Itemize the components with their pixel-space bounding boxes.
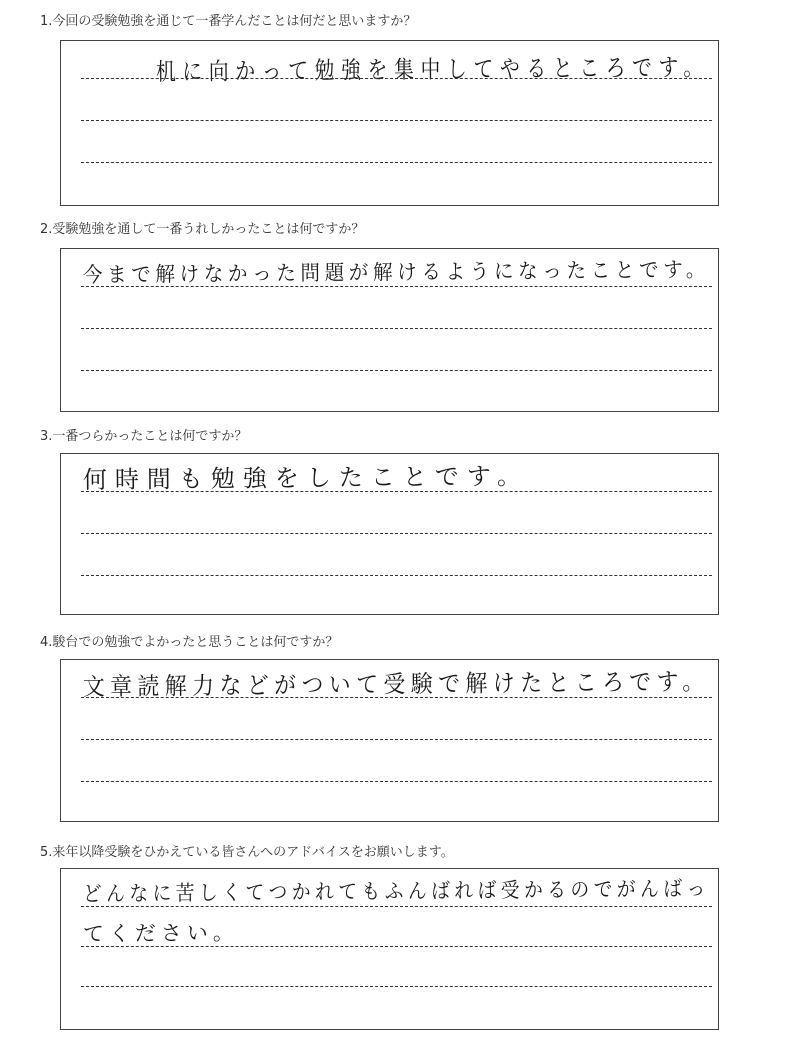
answer-box-3 [60,453,719,615]
question-4-label: 4.駿台での勉強でよかったと思うことは何ですか？ [40,635,339,650]
dashed-rule [81,697,712,698]
dashed-rule [81,533,712,534]
dashed-rule [81,946,712,947]
handwritten-answer-5-line-2: てください。 [82,920,239,947]
dashed-rule [81,781,712,782]
handwritten-answer-1-line-1: 机に向かって勉強を集中してやるところです。 [155,53,710,87]
answer-box-5 [60,868,719,1030]
question-3-label: 3.一番つらかったことは何ですか？ [40,429,248,444]
handwritten-answer-4-line-1: 文章読解力などがついて受験で解けたところです。 [82,667,710,702]
dashed-rule [81,986,712,987]
answer-box-1 [60,40,719,206]
handwritten-answer-3-line-1: 何時間も勉強をしたことです。 [82,462,530,495]
dashed-rule [81,906,712,907]
question-2-label: 2.受験勉強を通して一番うれしかったことは何ですか？ [40,222,365,237]
question-5-label: 5.来年以降受験をひかえている皆さんへのアドバイスをお願いします。 [40,845,454,860]
dashed-rule [81,575,712,576]
handwritten-answer-5-line-1: どんなに苦しくてつかれてもふんばれば受かるのでがんばっ [82,876,710,907]
handwritten-answer-2-line-1: 今まで解けなかった問題が解けるようになったことです。 [82,257,711,288]
question-1-label: 1.今回の受験勉強を通じて一番学んだことは何だと思いますか？ [40,14,417,29]
answer-box-4 [60,659,719,822]
dashed-rule [81,120,712,121]
dashed-rule [81,491,712,492]
answer-box-2 [60,248,719,412]
dashed-rule [81,78,712,79]
dashed-rule [81,370,712,371]
dashed-rule [81,162,712,163]
dashed-rule [81,328,712,329]
dashed-rule [81,286,712,287]
dashed-rule [81,739,712,740]
